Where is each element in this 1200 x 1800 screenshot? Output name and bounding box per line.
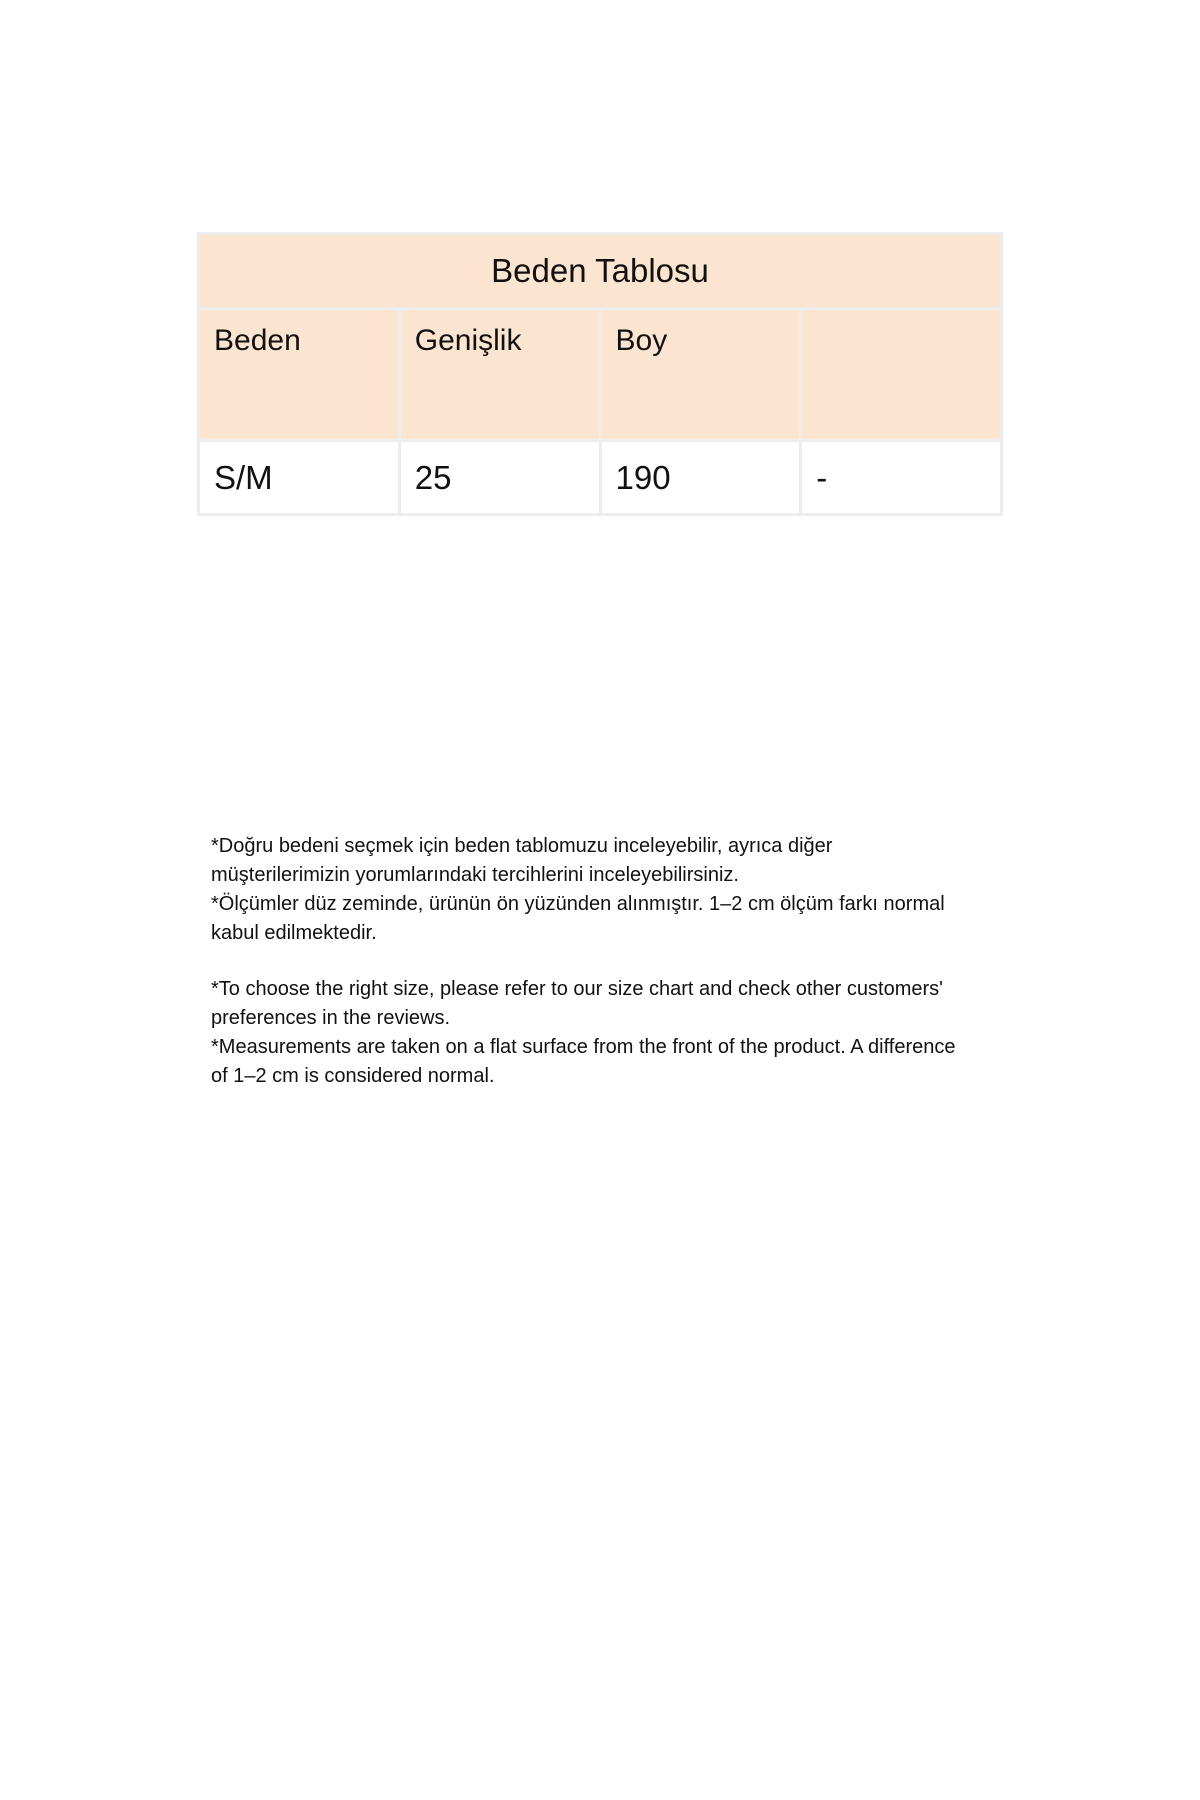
note-english-choose-size: *To choose the right size, please refer to our size chart and check other customers' preferences in the reviews. <box>211 978 943 1029</box>
note-turkish-measurements: *Ölçümler düz zeminde, ürünün ön yüzünden alınmıştır. 1–2 cm ölçüm farkı normal kabul edilmektedir. <box>211 893 945 944</box>
size-table <box>197 232 1003 516</box>
note-english-measurements: *Measurements are taken on a flat surface from the front of the product. A difference of 1–2 cm is considered normal. <box>211 1036 956 1087</box>
cell-size: S/M <box>199 441 400 515</box>
column-header-length: Boy <box>600 309 801 441</box>
table-row <box>199 441 1002 515</box>
table-title: Beden Tablosu <box>199 234 1002 309</box>
notes-spacer <box>211 948 971 975</box>
size-notes <box>211 832 971 1091</box>
cell-length: 190 <box>600 441 801 515</box>
note-turkish-choose-size: *Doğru bedeni seçmek için beden tablomuzu inceleyebilir, ayrıca diğer müşterilerimizin yorumlarındaki tercihlerini inceleyebilirsiniz. <box>211 835 833 886</box>
column-header-width: Genişlik <box>399 309 600 441</box>
column-header-size: Beden <box>199 309 400 441</box>
cell-width: 25 <box>399 441 600 515</box>
cell-extra: - <box>801 441 1002 515</box>
table-title-row <box>199 234 1002 309</box>
table-header-row <box>199 309 1002 441</box>
column-header-empty <box>801 309 1002 441</box>
